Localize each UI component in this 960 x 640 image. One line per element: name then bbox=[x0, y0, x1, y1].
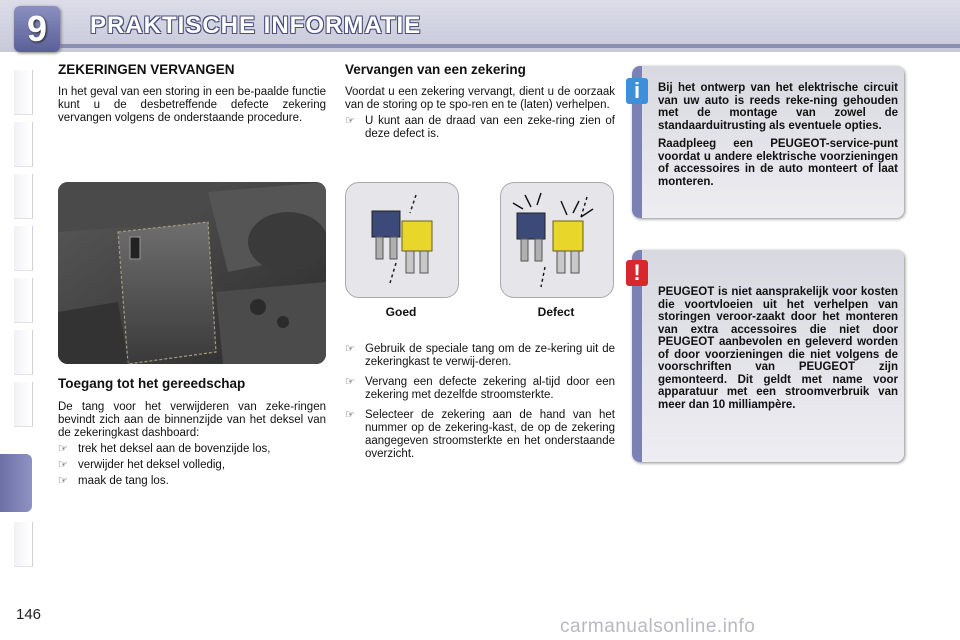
chapter-tab[interactable] bbox=[14, 522, 33, 567]
list-item: ☞ maak de tang los. bbox=[58, 475, 169, 487]
chapter-tab[interactable] bbox=[14, 70, 33, 115]
middle-column bbox=[345, 62, 615, 141]
warning-text: PEUGEOT is niet aansprakelijk voor kosten die voortvloeien uit het verhelpen van storingen veroor-zaakt door het monteren van extra accessoires die niet door PEUGEOT aanbevolen en geleverd worden of door voorzieningen die niet volgens de voorschriften van PEUGEOT zijn gemonteerd. Dit geldt met name voor apparatuur met een stroomverbruik van meer dan 10 milliampère. bbox=[658, 286, 898, 411]
pointing-hand-icon: ☞ bbox=[345, 343, 355, 355]
info-icon: i bbox=[626, 78, 648, 104]
chapter-tab[interactable] bbox=[14, 226, 33, 271]
header-divider bbox=[60, 44, 960, 48]
fusebox-photo bbox=[58, 182, 326, 364]
list-item: ☞ trek het deksel aan de bovenzijde los, bbox=[58, 443, 271, 455]
dashboard-illustration bbox=[58, 182, 326, 364]
fuse-instructions bbox=[345, 340, 615, 461]
section-heading: ZEKERINGEN VERVANGEN bbox=[58, 62, 235, 77]
fuse-good-illustration bbox=[345, 182, 459, 298]
tool-text: De tang voor het verwijderen van zeke-ringen bevindt zich aan de binnenzijde van het deksel van de zekeringkast dashboard: bbox=[58, 401, 326, 439]
list-item: ☞ verwijder het deksel volledig, bbox=[58, 459, 226, 471]
pointing-hand-icon: ☞ bbox=[345, 115, 355, 127]
chapter-tab[interactable] bbox=[14, 122, 33, 167]
list-item: ☞ Gebruik de speciale tang om de ze-kering uit de zekeringkast te verwij-deren. bbox=[345, 343, 615, 368]
defect-fuse-icon bbox=[501, 183, 613, 297]
intro-text: Voordat u een zekering vervangt, dient u de oorzaak van de storing op te spo-ren en te (laten) verhelpen. bbox=[345, 86, 615, 111]
fuse-good-label: Goed bbox=[385, 305, 417, 319]
pointing-hand-icon: ☞ bbox=[345, 376, 355, 388]
chapter-badge bbox=[14, 6, 60, 52]
chapter-tab[interactable] bbox=[14, 278, 33, 323]
good-fuse-icon bbox=[346, 183, 458, 297]
page-title: PRAKTISCHE INFORMATIE bbox=[90, 12, 422, 39]
section-heading: Vervangen van een zekering bbox=[345, 62, 526, 77]
pointing-hand-icon: ☞ bbox=[345, 409, 355, 421]
left-column bbox=[58, 62, 326, 125]
page-number: 146 bbox=[16, 606, 42, 623]
info-panel bbox=[632, 66, 904, 218]
pointing-hand-icon: ☞ bbox=[58, 459, 68, 471]
chapter-tab-active[interactable] bbox=[0, 454, 32, 512]
fuse-defect-label: Defect bbox=[537, 305, 575, 319]
chapter-tab[interactable] bbox=[14, 174, 33, 219]
warning-panel bbox=[632, 250, 904, 462]
pointing-hand-icon: ☞ bbox=[58, 475, 68, 487]
pointing-hand-icon: ☞ bbox=[58, 443, 68, 455]
tool-heading: Toegang tot het gereedschap bbox=[58, 376, 246, 391]
chapter-tab[interactable] bbox=[14, 330, 33, 375]
chapter-number: 9 bbox=[26, 8, 48, 49]
exclamation-icon: ! bbox=[626, 260, 648, 286]
list-item: ☞ Selecteer de zekering aan de hand van het nummer op de zekering-kast, de op de zekering aangegeven stroomsterkte en het onderstaande overzicht. bbox=[345, 409, 615, 460]
fuse-defect-illustration bbox=[500, 182, 614, 298]
list-item: ☞ U kunt aan de draad van een zeke-ring zien of deze defect is. bbox=[345, 115, 615, 140]
tool-section bbox=[58, 376, 326, 488]
info-text: Raadpleeg een PEUGEOT-service-punt voordat u andere elektrische voorzieningen of accessoires in de auto monteert of laat monteren. bbox=[658, 138, 898, 188]
list-item: ☞ Vervang een defecte zekering al-tijd door een zekering met dezelfde stroomsterkte. bbox=[345, 376, 615, 401]
intro-text: In het geval van een storing in een be-paalde functie kunt u de desbetreffende defecte zekering vervangen volgens de onderstaande procedure. bbox=[58, 86, 326, 124]
info-text: Bij het ontwerp van het elektrische circuit van uw auto is reeds reke-ning gehouden met de montage van zowel de standaarduitrusting als eventuele opties. bbox=[658, 82, 898, 132]
chapter-tab[interactable] bbox=[14, 382, 33, 427]
watermark: carmanualsonline.info bbox=[560, 616, 756, 637]
